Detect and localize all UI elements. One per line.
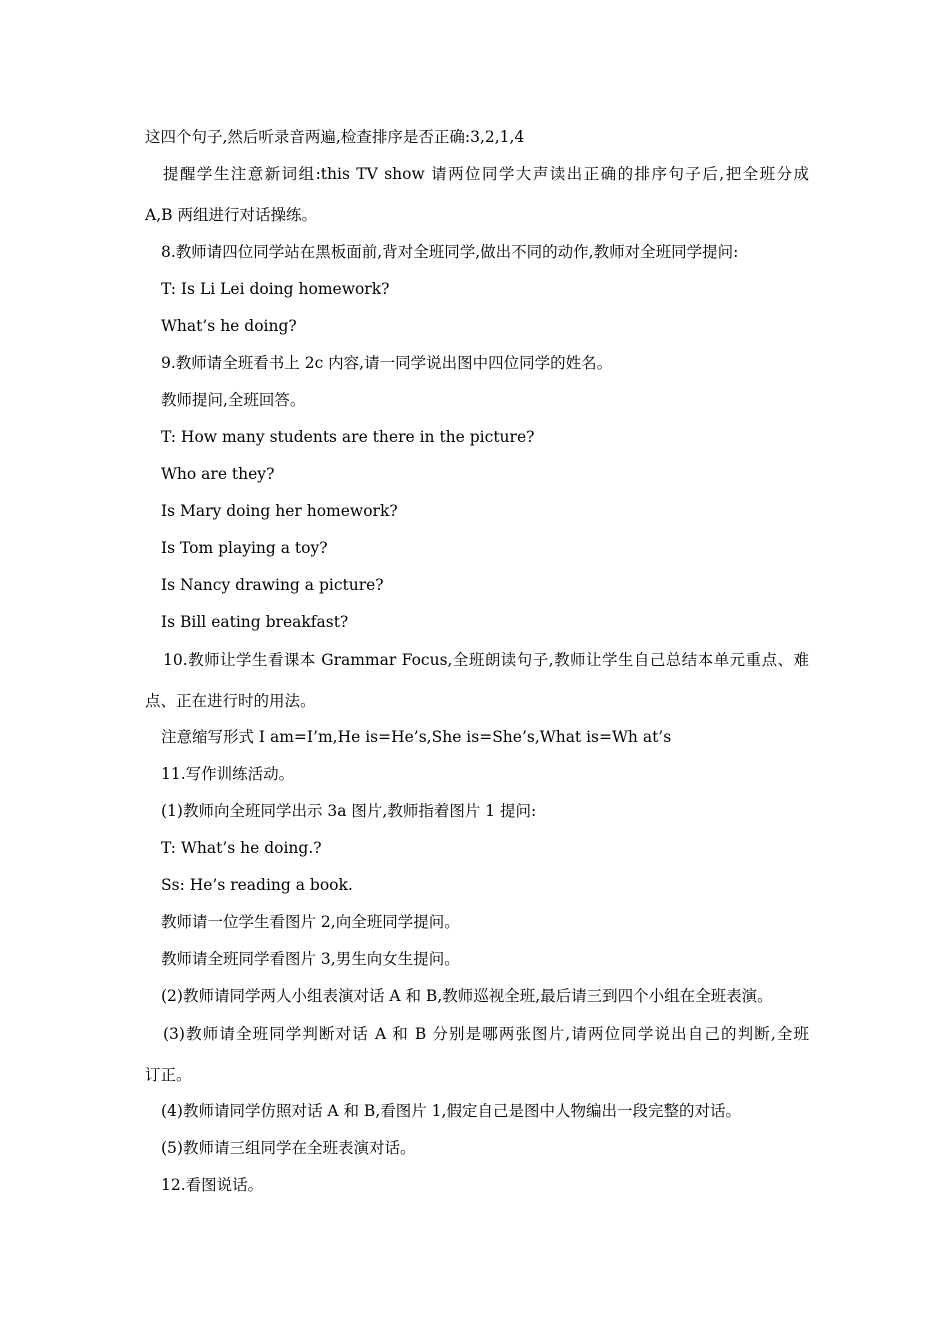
text-line: 9.教师请全班看书上 2c 内容,请一同学说出图中四位同学的姓名。: [161, 354, 613, 372]
text-line: T: What’s he doing.?: [161, 839, 322, 857]
text-line: 8.教师请四位同学站在黑板面前,背对全班同学,做出不同的动作,教师对全班同学提问:: [161, 243, 739, 261]
text-line: T: Is Li Lei doing homework?: [161, 280, 390, 298]
text-line: A,B 两组进行对话操练。: [145, 206, 317, 224]
text-line: What’s he doing?: [161, 317, 297, 335]
text-line: 教师请一位学生看图片 2,向全班同学提问。: [161, 913, 460, 931]
text-line: 11.写作训练活动。: [161, 765, 295, 783]
text-line: 这四个句子,然后听录音两遍,检查排序是否正确:3,2,1,4: [145, 128, 525, 146]
text-line: 订正。: [145, 1066, 192, 1084]
text-line: 教师提问,全班回答。: [161, 391, 306, 409]
text-line: 点、正在进行时的用法。: [145, 692, 316, 710]
text-line: Ss: He’s reading a book.: [161, 876, 353, 894]
text-line: T: How many students are there in the picture?: [161, 428, 535, 446]
text-line: (2)教师请同学两人小组表演对话 A 和 B,教师巡视全班,最后请三到四个小组在全班表演。: [161, 987, 773, 1005]
text-line: 教师请全班同学看图片 3,男生向女生提问。: [161, 950, 460, 968]
text-line: Is Nancy drawing a picture?: [161, 576, 384, 594]
text-line: Who are they?: [161, 465, 275, 483]
text-line: Is Mary doing her homework?: [161, 502, 398, 520]
text-line: Is Bill eating breakfast?: [161, 613, 349, 631]
text-line: 10.教师让学生看课本 Grammar Focus,全班朗读句子,教师让学生自己总结本单元重点、难: [163, 651, 809, 669]
text-line: Is Tom playing a toy?: [161, 539, 328, 557]
text-line: (4)教师请同学仿照对话 A 和 B,看图片 1,假定自己是图中人物编出一段完整的对话。: [161, 1102, 741, 1120]
text-line: 注意缩写形式 I am=I’m,He is=He’s,She is=She’s,What is=Wh at’s: [161, 728, 672, 746]
text-line: (3)教师请全班同学判断对话 A 和 B 分别是哪两张图片,请两位同学说出自己的判断,全班: [163, 1025, 809, 1043]
text-line: 提醒学生注意新词组:this TV show 请两位同学大声读出正确的排序句子后,把全班分成: [163, 165, 809, 183]
text-line: (1)教师向全班同学出示 3a 图片,教师指着图片 1 提问:: [161, 802, 537, 820]
text-line: (5)教师请三组同学在全班表演对话。: [161, 1139, 416, 1157]
text-line: 12.看图说话。: [161, 1176, 264, 1194]
